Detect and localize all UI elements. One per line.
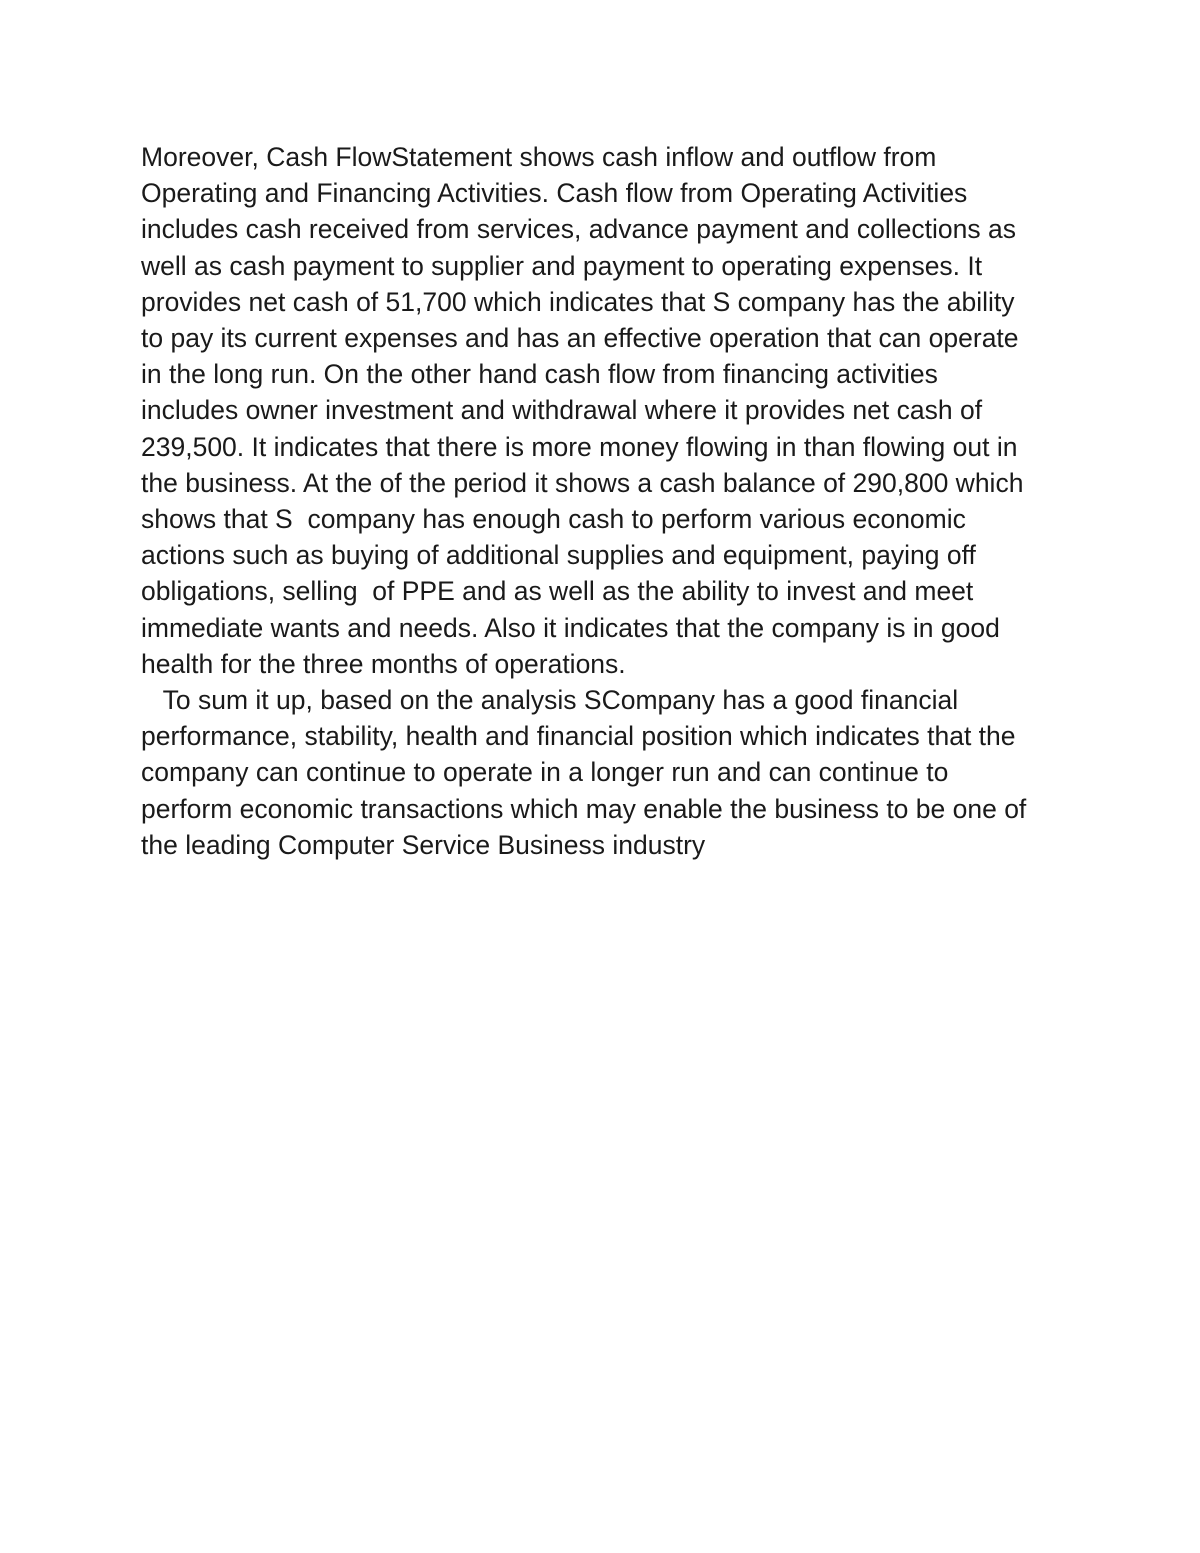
text-line: company can continue to operate in a longer run and can continue to [141, 757, 949, 788]
text-line: well as cash payment to supplier and payment to operating expenses. It [141, 250, 983, 281]
text-line: Operating and Financing Activities. Cash flow from Operating Activities [141, 178, 968, 209]
text-line: the business. At the of the period it shows a cash balance of 290,800 which [141, 467, 1024, 498]
text-line: actions such as buying of additional supplies and equipment, paying off [141, 540, 976, 571]
text-line: To sum it up, based on the analysis SCompany has a good financial [141, 685, 959, 716]
text-line: Moreover, Cash FlowStatement shows cash inflow and outflow from [141, 142, 937, 172]
text-line: to pay its current expenses and has an effective operation that can operate [141, 323, 1019, 354]
text-line: health for the three months of operations. [141, 648, 626, 679]
text-line: 239,500. It indicates that there is more money flowing in than flowing out in [141, 431, 1018, 462]
text-line: in the long run. On the other hand cash flow from financing activities [141, 359, 938, 390]
text-line: the leading Computer Service Business industry [141, 829, 706, 860]
text-line: provides net cash of 51,700 which indicates that S company has the ability [141, 286, 1015, 317]
text-line: includes owner investment and withdrawal where it provides net cash of [141, 395, 983, 426]
text-line: obligations, selling of PPE and as well as the ability to invest and meet [141, 576, 974, 607]
text-line: immediate wants and needs. Also it indicates that the company is in good [141, 612, 1000, 643]
body-text [141, 139, 1101, 863]
text-line: perform economic transactions which may enable the business to be one of [141, 793, 1027, 824]
text-line: includes cash received from services, advance payment and collections as [141, 214, 1016, 245]
text-line: shows that S company has enough cash to perform various economic [141, 504, 966, 535]
text-line: performance, stability, health and financial position which indicates that the [141, 721, 1016, 752]
